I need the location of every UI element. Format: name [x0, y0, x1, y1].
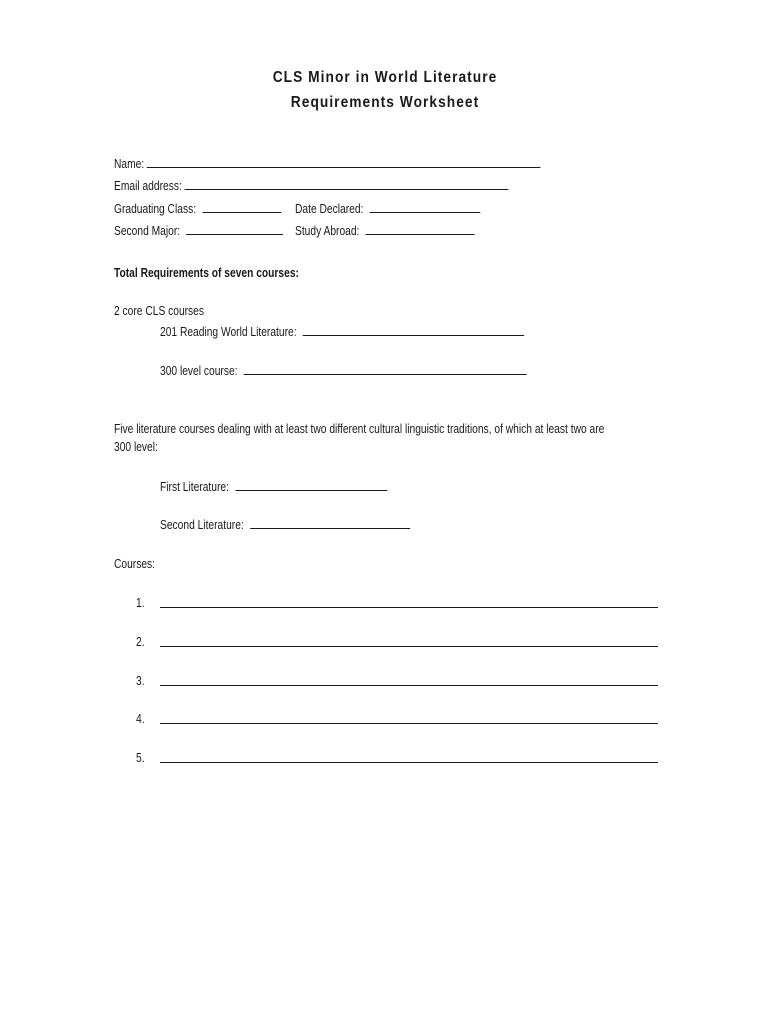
literature-description	[114, 420, 639, 456]
name-field[interactable]	[147, 155, 541, 168]
second-major-field[interactable]	[186, 222, 283, 235]
second-major-row	[114, 222, 283, 240]
core-course-201-field[interactable]	[303, 323, 524, 336]
name-label: Name:	[114, 157, 145, 171]
course-field-3[interactable]	[160, 685, 658, 686]
core-course-201-row	[160, 323, 524, 341]
literature-description-line-1: Five literature courses dealing with at least two different cultural linguistic traditions, of which at least two are	[114, 422, 605, 436]
course-field-5[interactable]	[160, 762, 658, 763]
first-literature-label: First Literature:	[160, 480, 229, 494]
core-courses-heading: 2 core CLS courses	[114, 304, 205, 318]
graduating-class-row	[114, 200, 281, 218]
course-field-1[interactable]	[160, 607, 658, 608]
course-number-2: 2.	[136, 635, 145, 649]
date-declared-row	[295, 200, 480, 218]
courses-heading: Courses:	[114, 557, 156, 571]
second-major-label: Second Major:	[114, 224, 181, 238]
course-number-5: 5.	[136, 751, 145, 765]
core-course-300-label: 300 level course:	[160, 364, 238, 378]
date-declared-field[interactable]	[370, 200, 481, 213]
study-abroad-label: Study Abroad:	[295, 224, 360, 238]
total-requirements-heading: Total Requirements of seven courses:	[114, 266, 299, 280]
core-course-300-row	[160, 362, 527, 380]
course-number-3: 3.	[136, 674, 145, 688]
study-abroad-field[interactable]	[366, 222, 475, 235]
graduating-class-field[interactable]	[202, 200, 281, 213]
graduating-class-label: Graduating Class:	[114, 202, 197, 216]
title-line-2: Requirements Worksheet	[290, 94, 480, 111]
name-row	[114, 155, 541, 173]
email-field[interactable]	[185, 177, 509, 190]
course-field-4[interactable]	[160, 723, 658, 724]
first-literature-field[interactable]	[235, 478, 387, 491]
literature-description-line-2: 300 level:	[114, 440, 158, 454]
email-label: Email address:	[114, 179, 182, 193]
date-declared-label: Date Declared:	[295, 202, 364, 216]
title-line-1: CLS Minor in World Literature	[272, 69, 498, 86]
second-literature-field[interactable]	[250, 516, 410, 529]
course-number-4: 4.	[136, 712, 145, 726]
email-row	[114, 177, 509, 195]
course-number-1: 1.	[136, 596, 145, 610]
study-abroad-row	[295, 222, 475, 240]
second-literature-row	[160, 516, 410, 534]
core-course-201-label: 201 Reading World Literature:	[160, 325, 297, 339]
second-literature-label: Second Literature:	[160, 518, 244, 532]
course-field-2[interactable]	[160, 646, 658, 647]
first-literature-row	[160, 478, 387, 496]
core-course-300-field[interactable]	[244, 362, 527, 375]
